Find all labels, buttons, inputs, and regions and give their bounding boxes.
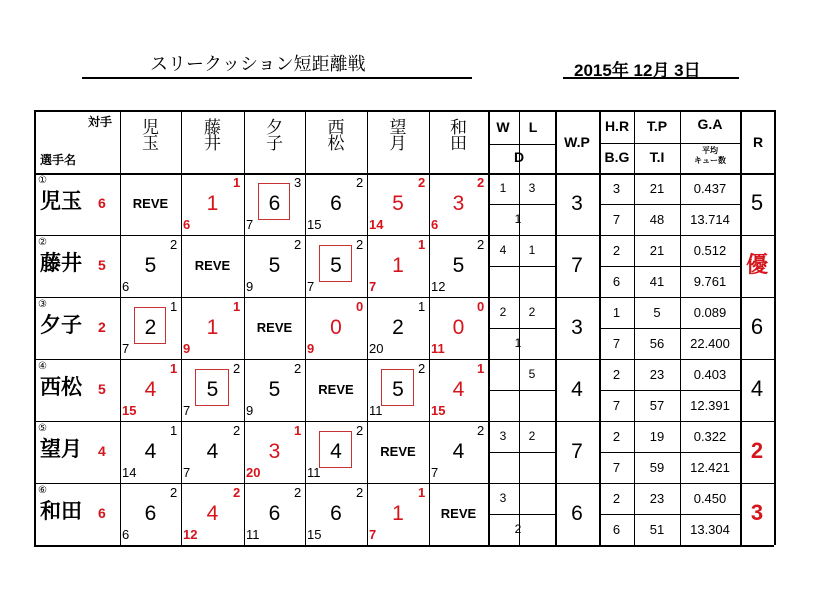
corner-top-right: 1 [418, 485, 426, 500]
page-title: スリークッション短距離戦 [150, 54, 366, 74]
grid-line [519, 110, 520, 144]
l-header: L [528, 119, 538, 135]
player-mark: ③ [38, 299, 47, 310]
average-cues: 9.761 [693, 274, 727, 289]
corner-bottom-left: 12 [431, 279, 446, 294]
draw-count: 1 [514, 212, 522, 226]
player-mark: ② [38, 237, 47, 248]
rank-value: 優 [745, 252, 768, 277]
score-value: 5 [392, 192, 404, 215]
total-points: 5 [653, 305, 661, 320]
grid-line [367, 110, 368, 545]
d-header: D [513, 149, 525, 165]
grid-line [34, 483, 774, 484]
grid-line [599, 390, 740, 391]
draw-count: 1 [514, 336, 522, 350]
opponent-header-5: 望 月 [389, 118, 407, 153]
score-value: 4 [206, 502, 219, 525]
loss-count: 5 [528, 367, 536, 381]
high-run: 2 [612, 243, 621, 258]
win-count: 3 [499, 491, 507, 505]
corner-top-right: 1 [294, 423, 302, 438]
corner-top-right: 2 [418, 361, 426, 376]
opponent-header-3: 夕 子 [266, 118, 283, 153]
win-count: 1 [499, 181, 507, 195]
player-mark: ④ [38, 361, 47, 372]
best-game: 7 [612, 398, 621, 413]
score-value: 6 [268, 192, 281, 215]
reve-cell: REVE [256, 320, 293, 335]
grid-line [519, 297, 520, 328]
grid-line [519, 235, 520, 266]
corner-bottom-left: 9 [183, 341, 191, 356]
corner-top-right: 2 [356, 237, 364, 252]
player-name-label: 選手名 [40, 153, 77, 167]
corner-bottom-left: 7 [246, 217, 254, 232]
corner-bottom-left: 7 [183, 465, 191, 480]
corner-bottom-left: 14 [122, 465, 137, 480]
rank-header: R [752, 134, 764, 150]
score-value: 3 [268, 440, 281, 463]
opponent-header-2: 藤 井 [204, 118, 221, 153]
score-value: 6 [268, 502, 281, 525]
corner-bottom-left: 12 [183, 527, 198, 542]
corner-bottom-left: 7 [122, 341, 130, 356]
score-value: 4 [330, 440, 342, 463]
best-game: 6 [612, 522, 621, 537]
loss-count: 1 [528, 243, 536, 257]
corner-top-right: 2 [170, 485, 178, 500]
total-innings: 57 [649, 398, 665, 413]
general-average: 0.437 [693, 181, 727, 196]
score-value: 4 [452, 378, 465, 401]
score-value: 2 [144, 316, 157, 339]
corner-top-right: 2 [233, 423, 241, 438]
corner-top-right: 1 [170, 361, 178, 376]
draw-count: 2 [514, 522, 522, 536]
corner-bottom-left: 11 [246, 527, 260, 542]
corner-bottom-left: 6 [122, 527, 130, 542]
player-target: 4 [98, 443, 106, 459]
score-value: 2 [392, 316, 404, 339]
score-value: 1 [206, 192, 219, 215]
grid-line [34, 110, 774, 112]
grid-line [488, 144, 555, 145]
grid-line [244, 110, 245, 545]
win-points: 3 [571, 192, 583, 215]
reve-cell: REVE [132, 196, 169, 211]
ti-header: T.I [649, 149, 665, 165]
rank-value: 5 [750, 190, 764, 215]
player-name: 和田 [40, 500, 82, 523]
grid-line [429, 110, 430, 545]
rank-value: 2 [750, 438, 764, 463]
player-target: 5 [98, 381, 106, 397]
grid-line [519, 421, 520, 452]
total-innings: 48 [649, 212, 665, 227]
player-name: 児玉 [40, 190, 82, 213]
loss-count: 2 [528, 429, 536, 443]
w-header: W [496, 119, 510, 135]
grid-line [488, 266, 555, 267]
corner-top-right: 0 [477, 299, 485, 314]
general-average: 0.450 [693, 491, 727, 506]
grid-line [599, 143, 740, 144]
grid-line [599, 328, 740, 329]
grid-line [599, 514, 740, 515]
average-cues: 12.391 [690, 398, 730, 413]
win-points: 7 [571, 254, 583, 277]
corner-bottom-left: 11 [307, 465, 321, 480]
corner-top-right: 2 [294, 485, 302, 500]
corner-top-right: 2 [477, 175, 485, 190]
corner-top-right: 2 [233, 361, 241, 376]
corner-top-right: 1 [170, 299, 178, 314]
score-value: 5 [392, 378, 404, 401]
opponent-header-4: 西 松 [327, 118, 345, 153]
reve-cell: REVE [318, 382, 354, 397]
player-name: 夕子 [40, 314, 82, 337]
score-value: 6 [330, 192, 342, 215]
high-run: 3 [612, 181, 621, 196]
rank-value: 3 [750, 500, 764, 525]
ga-sub-header: 平均 キュー数 [694, 146, 726, 165]
grid-line [34, 545, 774, 546]
corner-top-right: 2 [294, 361, 302, 376]
best-game: 6 [612, 274, 621, 289]
score-value: 5 [268, 254, 281, 277]
player-target: 2 [98, 319, 106, 335]
general-average: 0.322 [693, 429, 727, 444]
score-value: 5 [268, 378, 281, 401]
grid-line [488, 328, 555, 329]
win-points: 7 [571, 440, 583, 463]
corner-bottom-left: 14 [369, 217, 384, 232]
opponent-label: 対手 [88, 115, 113, 129]
wp-header: W.P [564, 134, 590, 150]
score-value: 5 [206, 378, 219, 401]
title-underline [82, 77, 472, 79]
ga-header: G.A [697, 116, 723, 132]
grid-line [181, 110, 182, 545]
grid-line [519, 359, 520, 390]
score-value: 1 [206, 316, 219, 339]
corner-top-right: 2 [356, 175, 364, 190]
total-innings: 59 [649, 460, 665, 475]
score-value: 4 [452, 440, 465, 463]
corner-bottom-left: 15 [431, 403, 446, 418]
win-count: 4 [499, 243, 507, 257]
corner-top-right: 2 [233, 485, 241, 500]
rank-value: 6 [750, 314, 764, 339]
grid-line [519, 483, 520, 514]
corner-bottom-left: 20 [369, 341, 384, 356]
corner-top-right: 2 [294, 237, 302, 252]
general-average: 0.089 [693, 305, 727, 320]
score-value: 1 [392, 502, 404, 525]
best-game: 7 [612, 460, 621, 475]
player-name: 望月 [40, 438, 82, 461]
reve-cell: REVE [440, 506, 477, 521]
player-target: 5 [98, 257, 106, 273]
average-cues: 22.400 [690, 336, 730, 351]
average-cues: 13.714 [690, 212, 730, 227]
hr-header: H.R [604, 118, 630, 134]
corner-top-right: 2 [477, 237, 485, 252]
corner-top-right: 1 [477, 361, 485, 376]
corner-top-right: 2 [170, 237, 178, 252]
grid-line [774, 110, 776, 545]
grid-line [34, 110, 36, 545]
grid-line [34, 421, 774, 422]
average-cues: 12.421 [690, 460, 730, 475]
total-points: 19 [649, 429, 665, 444]
corner-top-right: 1 [418, 299, 426, 314]
player-mark: ⑥ [38, 485, 47, 496]
loss-count: 3 [528, 181, 536, 195]
grid-line [488, 390, 555, 391]
score-value: 1 [392, 254, 404, 277]
corner-bottom-left: 20 [246, 465, 261, 480]
score-value: 5 [452, 254, 465, 277]
grid-line [34, 235, 774, 236]
total-innings: 51 [649, 522, 665, 537]
grid-line [34, 359, 774, 360]
corner-top-right: 1 [170, 423, 178, 438]
grid-line [120, 110, 121, 545]
total-innings: 41 [649, 274, 665, 289]
corner-top-right: 1 [418, 237, 426, 252]
grid-line [519, 173, 520, 204]
score-value: 3 [452, 192, 465, 215]
date-underline [563, 77, 739, 79]
score-value: 6 [144, 502, 157, 525]
corner-bottom-left: 7 [431, 465, 439, 480]
opponent-header-6: 和 田 [450, 118, 467, 153]
corner-top-right: 2 [418, 175, 426, 190]
corner-bottom-left: 7 [307, 279, 315, 294]
score-value: 5 [330, 254, 342, 277]
player-mark: ⑤ [38, 423, 47, 434]
player-target: 6 [98, 195, 106, 211]
total-points: 23 [649, 491, 665, 506]
total-points: 21 [649, 181, 665, 196]
score-value: 6 [330, 502, 342, 525]
total-innings: 56 [649, 336, 665, 351]
win-count: 3 [499, 429, 507, 443]
grid-line [488, 204, 555, 205]
corner-top-right: 2 [356, 423, 364, 438]
grid-line [488, 452, 555, 453]
corner-top-right: 3 [294, 175, 302, 190]
score-value: 4 [206, 440, 219, 463]
grid-line [599, 266, 740, 267]
general-average: 0.403 [693, 367, 727, 382]
reve-cell: REVE [380, 444, 416, 459]
total-points: 21 [649, 243, 665, 258]
corner-top-right: 1 [233, 175, 241, 190]
player-name: 藤井 [40, 252, 82, 275]
corner-bottom-left: 6 [122, 279, 130, 294]
high-run: 1 [612, 305, 621, 320]
corner-top-right: 1 [233, 299, 241, 314]
corner-bottom-left: 15 [307, 217, 322, 232]
grid-line [34, 173, 774, 175]
corner-bottom-left: 7 [369, 279, 377, 294]
corner-bottom-left: 6 [183, 217, 191, 232]
player-target: 6 [98, 505, 106, 521]
best-game: 7 [612, 336, 621, 351]
corner-bottom-left: 9 [246, 403, 254, 418]
grid-line [599, 452, 740, 453]
corner-bottom-left: 11 [431, 341, 445, 356]
corner-bottom-left: 9 [307, 341, 315, 356]
score-value: 4 [144, 378, 157, 401]
score-value: 5 [144, 254, 157, 277]
corner-bottom-left: 11 [369, 403, 383, 418]
corner-top-right: 0 [356, 299, 364, 314]
win-points: 3 [571, 316, 583, 339]
corner-bottom-left: 15 [307, 527, 322, 542]
win-points: 4 [571, 378, 583, 401]
date-text: 2015年 12月 3日 [574, 61, 701, 80]
general-average: 0.512 [693, 243, 727, 258]
rank-value: 4 [750, 376, 764, 401]
corner-bottom-left: 15 [122, 403, 137, 418]
total-points: 23 [649, 367, 665, 382]
loss-count: 2 [528, 305, 536, 319]
reve-cell: REVE [194, 258, 231, 273]
tp-header: T.P [646, 118, 668, 134]
corner-bottom-left: 6 [431, 217, 439, 232]
corner-bottom-left: 9 [246, 279, 254, 294]
player-mark: ① [38, 175, 47, 186]
high-run: 2 [612, 491, 621, 506]
high-run: 2 [612, 429, 621, 444]
player-name: 西松 [40, 376, 82, 399]
best-game: 7 [612, 212, 621, 227]
corner-bottom-left: 7 [369, 527, 377, 542]
corner-top-right: 2 [477, 423, 485, 438]
grid-line [305, 110, 306, 545]
opponent-header-1: 児 玉 [142, 118, 159, 153]
grid-line [488, 514, 555, 515]
win-count: 2 [499, 305, 507, 319]
grid-line [599, 204, 740, 205]
score-value: 0 [330, 316, 342, 339]
bg-header: B.G [604, 149, 630, 165]
score-value: 4 [144, 440, 157, 463]
score-value: 0 [452, 316, 465, 339]
win-points: 6 [571, 502, 583, 525]
grid-line [34, 297, 774, 298]
corner-bottom-left: 7 [183, 403, 191, 418]
high-run: 2 [612, 367, 621, 382]
corner-top-right: 2 [356, 485, 364, 500]
average-cues: 13.304 [690, 522, 730, 537]
